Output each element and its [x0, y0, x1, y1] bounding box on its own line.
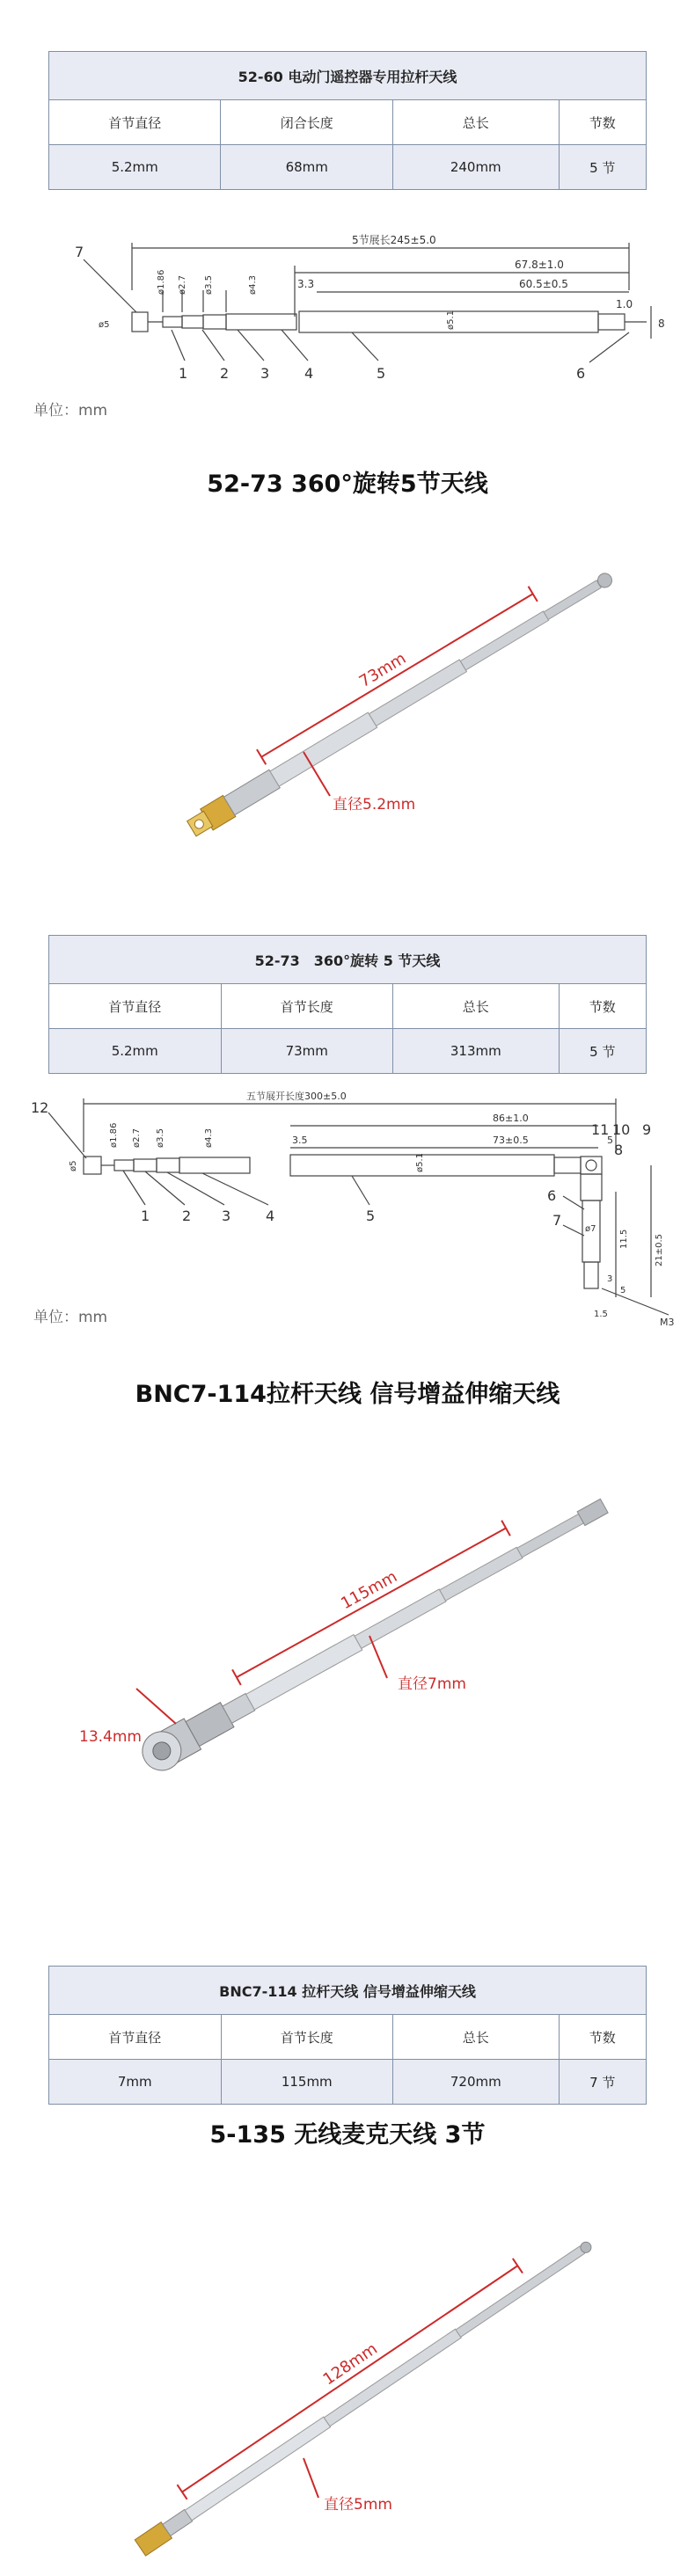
unit-label: 单位：mm [33, 1309, 108, 1326]
callout-number: 2 [182, 1208, 192, 1224]
length-measure: 73mm [355, 649, 410, 691]
table-cell: 5.2mm [49, 145, 221, 190]
table-cell: 5.2mm [49, 1029, 222, 1074]
table-cell: 5 节 [559, 145, 646, 190]
dim-label: 11.5 [619, 1229, 629, 1249]
callout-number: 2 [220, 365, 230, 382]
table-header: 首节长度 [221, 2015, 393, 2060]
unit-label: 单位：mm [33, 402, 108, 420]
table-cell: 7 节 [559, 2060, 646, 2105]
table-header: 首节直径 [49, 2015, 222, 2060]
callout-number: 4 [266, 1208, 275, 1224]
dim-label: 五节展开长度300±5.0 [246, 1091, 347, 1102]
antenna-photo-2 [0, 1434, 695, 1838]
dim-label: 86±1.0 [493, 1113, 529, 1124]
dim-label: 3 [607, 1274, 613, 1284]
table-header: 总长 [392, 100, 559, 145]
diameter-measure: 直径5.2mm [333, 796, 416, 814]
table-header: 首节长度 [221, 984, 393, 1029]
dim-label: M3 [660, 1317, 675, 1328]
callout-number: 3 [222, 1208, 231, 1224]
spec-table-1 [48, 51, 647, 190]
table-header: 闭合长度 [221, 100, 392, 145]
dim-label: ø5.1 [415, 1152, 425, 1172]
dim-label: ø7 [585, 1224, 596, 1234]
antenna-photo-1 [0, 519, 695, 897]
dim-label: 5 [607, 1135, 613, 1146]
dim-label: 5节展长245±5.0 [352, 234, 436, 246]
callout-number: 1 [141, 1208, 150, 1224]
technical-drawing-1 [0, 229, 695, 413]
table-header: 节数 [559, 2015, 646, 2060]
dim-label: 1.5 [594, 1310, 608, 1319]
callout-number: 6 [576, 365, 586, 382]
table-header: 首节直径 [49, 100, 221, 145]
section-title: BNC7-114拉杆天线 信号增益伸缩天线 [135, 1381, 560, 1408]
dim-label: ø3.5 [204, 274, 214, 295]
callout-number: 5 [366, 1208, 376, 1224]
spec-table-3 [48, 1966, 647, 2105]
table-title: 52-60 电动门遥控器专用拉杆天线 [49, 52, 647, 100]
dim-label: ø2.7 [178, 274, 187, 295]
dim-label: 3.5 [292, 1135, 308, 1146]
table-title: 52-73 360°旋转 5 节天线 [49, 936, 647, 984]
dim-label: 67.8±1.0 [515, 259, 564, 271]
callout-number: 4 [304, 365, 314, 382]
diameter-measure: 直径7mm [398, 1675, 466, 1693]
callout-number: 5 [377, 365, 386, 382]
technical-drawing-2 [0, 1086, 695, 1332]
table-cell: 115mm [221, 2060, 393, 2105]
dim-label: ø3.5 [156, 1127, 165, 1148]
table-title: BNC7-114 拉杆天线 信号增益伸缩天线 [49, 1967, 647, 2015]
table-header: 总长 [393, 984, 560, 1029]
dim-label: 21±0.5 [655, 1233, 664, 1266]
bnc-measure: 13.4mm [79, 1728, 142, 1746]
dim-label: 8 [658, 317, 665, 330]
dim-label: ø5.1 [446, 310, 456, 330]
table-cell: 68mm [221, 145, 392, 190]
dim-label: 3.3 [297, 278, 315, 290]
callout-number: 6 [547, 1187, 557, 1204]
table-header: 节数 [559, 984, 646, 1029]
length-measure: 115mm [338, 1567, 401, 1614]
dim-label: ø4.3 [204, 1127, 214, 1148]
callout-number: 3 [260, 365, 270, 382]
callout-number: 8 [614, 1142, 624, 1158]
callout-number: 1 [179, 365, 188, 382]
dim-label: 73±0.5 [493, 1135, 529, 1146]
dim-label: 60.5±0.5 [519, 278, 568, 290]
table-cell: 313mm [393, 1029, 560, 1074]
table-cell: 720mm [393, 2060, 560, 2105]
table-cell: 73mm [221, 1029, 393, 1074]
callout-number: 11 [591, 1121, 610, 1138]
section-title: 52-73 360°旋转5节天线 [207, 471, 488, 498]
callout-number: 7 [552, 1212, 562, 1229]
dim-label: ø1.86 [109, 1122, 119, 1148]
dim-label: ø1.86 [157, 269, 166, 295]
dim-label: 5 [620, 1286, 626, 1295]
section-title: 5-135 无线麦克天线 3节 [209, 2121, 486, 2149]
dim-label: ø4.3 [248, 274, 258, 295]
table-header: 节数 [559, 100, 646, 145]
dim-label: ø2.7 [132, 1127, 142, 1148]
spec-table-2 [48, 935, 647, 1074]
length-measure: 128mm [319, 2339, 381, 2390]
dim-label: ø5 [99, 320, 110, 330]
table-header: 总长 [393, 2015, 560, 2060]
dim-label: 1.0 [616, 298, 633, 310]
diameter-measure: 直径5mm [324, 2496, 392, 2514]
antenna-photo-3 [0, 2181, 695, 2576]
callout-number: 7 [75, 244, 84, 260]
callout-number: 9 [642, 1121, 652, 1138]
table-cell: 7mm [49, 2060, 222, 2105]
dim-label: ø5 [69, 1160, 78, 1171]
table-cell: 5 节 [559, 1029, 646, 1074]
callout-number: 10 [612, 1121, 631, 1138]
table-cell: 240mm [392, 145, 559, 190]
callout-number: 12 [31, 1099, 49, 1116]
table-header: 首节直径 [49, 984, 222, 1029]
